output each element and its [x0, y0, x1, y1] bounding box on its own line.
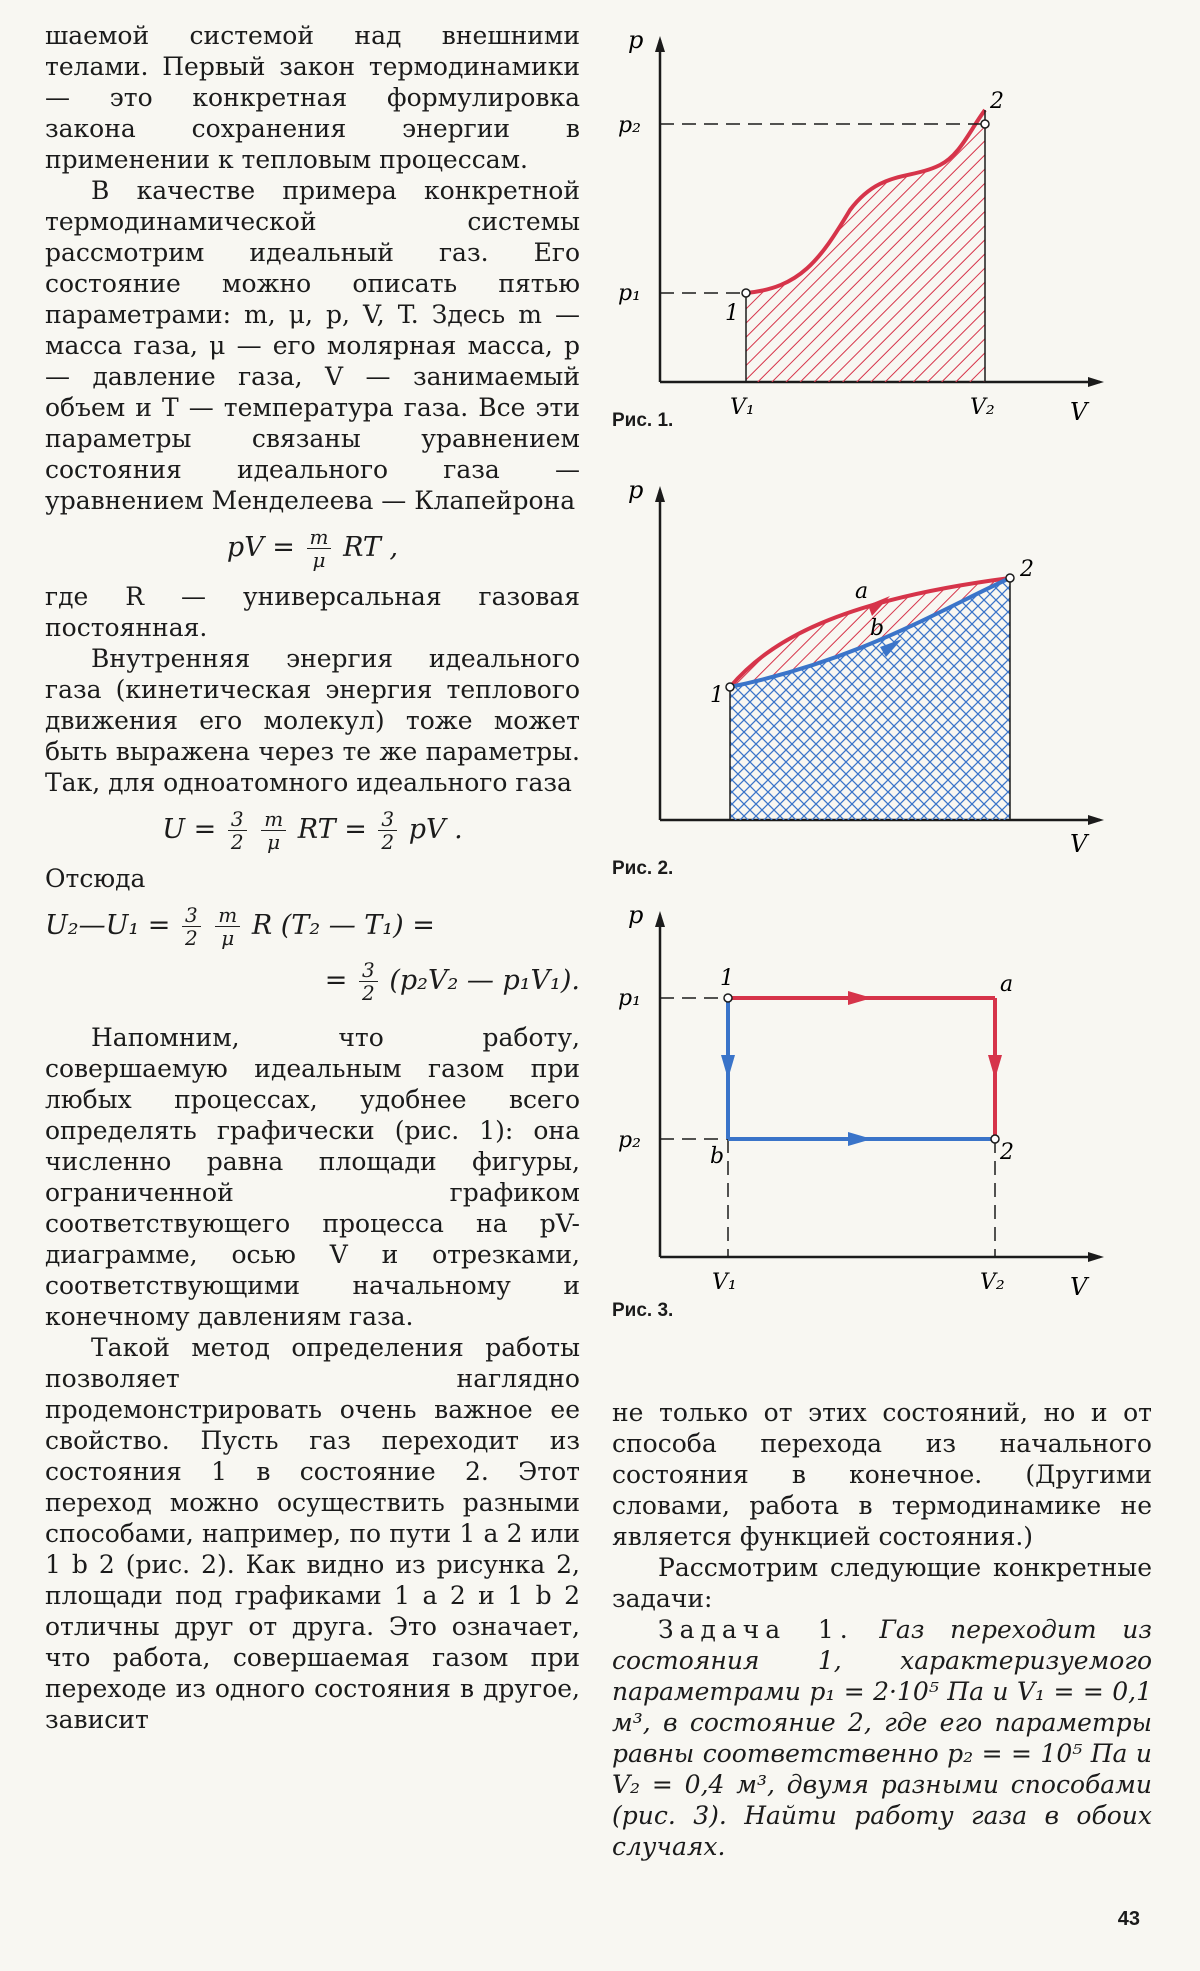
frac-den: μ — [312, 548, 326, 572]
paragraph: Внутренняя энергия идеального газа (кинетическая энергия теплового движения его молекул) тоже может быть выражена через те же параметры. Так, для одноатомного идеального газа — [45, 644, 580, 797]
eq-term: pV . — [408, 814, 463, 845]
point-label-1: 1 — [720, 966, 734, 991]
paragraph: В качестве примера конкретной термодинамической системы рассмотрим идеальный газ. Его состояние можно описать пятью параметрами: m, μ, p, V, T. Здесь m — масса газа, μ — его молярная масса, p — давление газа, V — занимаемый объем и T — температура газа. Все эти параметры связаны уравнением состояния идеального газа — уравнением Менделеева — Клапейрона — [45, 176, 580, 515]
fraction — [182, 904, 201, 949]
frac-num: 3 — [378, 808, 397, 831]
paragraph: Напомним, что работу, совершаемую идеальным газом при любых процессах, удобнее всего определять графически (рис. 1): она численно равна площади фигуры, ограниченной графиком соответствующего процесса на pV-диаграмме, осью V и отрезками, соответствующими начальному и конечному давлениям газа. — [45, 1023, 580, 1331]
tick-label-p2: p₂ — [618, 1128, 641, 1153]
figure-caption: Рис. 2. — [612, 858, 674, 879]
equation-internal-energy — [45, 808, 580, 853]
fraction — [261, 808, 286, 853]
tick-label-v2: V₂ — [980, 1270, 1005, 1295]
tick-label-p1: p₁ — [618, 281, 641, 306]
state-1-point — [724, 994, 732, 1002]
eq-term: U₂—U₁ = — [45, 910, 171, 941]
task-1 — [612, 1614, 1152, 1862]
frac-den: 2 — [381, 830, 395, 854]
x-axis-arrow-icon — [1088, 815, 1104, 825]
tick-label-v1: V₁ — [730, 395, 755, 420]
task-text: Газ переходит из состояния 1, характеризуемого параметрами p₁ = 2·10⁵ Па и V₁ = = 0,1 м³, в состояние 2, где его параметры равны соответственно p₂ = = 10⁵ Па и V₂ = 0,4 м³, двумя разными способами (рис. 3). Найти работу газа в обоих случаях. — [612, 1615, 1152, 1861]
frac-den: μ — [267, 830, 281, 854]
arrow-b-2-icon — [848, 1132, 872, 1146]
point-label-2: 2 — [1020, 557, 1034, 582]
axis-label-v: V — [1070, 398, 1088, 426]
left-column — [45, 20, 580, 1735]
work-area — [746, 110, 985, 382]
axis-label-p: p — [628, 905, 644, 929]
fraction — [378, 808, 397, 853]
paragraph: Рассмотрим следующие конкретные задачи: — [612, 1553, 1152, 1613]
equation-energy-difference-cont — [45, 959, 580, 1004]
fraction — [359, 959, 378, 1004]
page-number: 43 — [1117, 1908, 1140, 1930]
paragraph: не только от этих состояний, но и от способа перехода из начального состояния в конечное. (Другими словами, работа в термодинамике не является функцией состояния.) — [612, 1398, 1152, 1551]
state-1-point — [742, 289, 750, 297]
y-axis-arrow-icon — [655, 911, 665, 927]
point-label-2: 2 — [1000, 1140, 1014, 1165]
eq-term: pV = — [226, 532, 295, 563]
right-column — [612, 1397, 1152, 1862]
equation-energy-difference — [45, 904, 580, 949]
eq-term: (p₂V₂ — p₁V₁). — [389, 965, 580, 996]
eq-term: U = — [162, 814, 217, 845]
fraction — [307, 526, 332, 571]
point-label-2: 2 — [990, 89, 1004, 114]
arrow-a-2-icon — [988, 1055, 1002, 1079]
eq-term: R (T₂ — T₁) = — [251, 910, 435, 941]
frac-num: 3 — [182, 904, 201, 927]
figure-2 — [600, 480, 1120, 860]
state-2-point — [1006, 574, 1014, 582]
fraction — [228, 808, 247, 853]
figure-3 — [600, 905, 1120, 1305]
tick-label-p2: p₂ — [618, 113, 641, 138]
fraction — [215, 904, 240, 949]
eq-term: = — [324, 965, 348, 996]
point-label-b: b — [710, 1144, 725, 1169]
axis-label-p: p — [628, 480, 644, 504]
eq-term: RT , — [343, 532, 399, 563]
arrow-1-a-icon — [848, 991, 872, 1005]
x-axis-arrow-icon — [1088, 1252, 1104, 1262]
y-axis-arrow-icon — [655, 486, 665, 502]
arrow-1-b-icon — [721, 1055, 735, 1079]
path-label-a: a — [855, 579, 869, 604]
axis-label-v: V — [1070, 830, 1088, 858]
paragraph: Такой метод определения работы позволяет наглядно продемонстрировать очень важное ее свойство. Пусть газ переходит из состояния 1 в состояние 2. Этот переход можно осуществить разными способами, например, по пути 1 a 2 или 1 b 2 (рис. 2). Как видно из рисунка 2, площади под графиками 1 a 2 и 1 b 2 отличны друг от друга. Это означает, что работа, совершаемая газом при переходе из одного состояния в другое, зависит — [45, 1333, 580, 1734]
frac-num: m — [261, 808, 286, 831]
y-axis-arrow-icon — [655, 36, 665, 52]
frac-num: 3 — [228, 808, 247, 831]
axis-label-p: p — [628, 30, 644, 54]
tick-label-v1: V₁ — [712, 1270, 737, 1295]
axis-label-v: V — [1070, 1273, 1088, 1301]
tick-label-p1: p₁ — [618, 986, 641, 1011]
equation-mendeleev-clapeyron — [45, 526, 580, 571]
tick-label-v2: V₂ — [970, 395, 995, 420]
point-label-1: 1 — [710, 683, 724, 708]
paragraph: где R — универсальная газовая постоянная. — [45, 582, 580, 642]
figure-1 — [600, 30, 1120, 430]
state-2-point — [981, 120, 989, 128]
frac-num: m — [307, 526, 332, 549]
frac-num: m — [215, 904, 240, 927]
frac-num: 3 — [359, 959, 378, 982]
point-label-1: 1 — [725, 301, 739, 326]
state-1-point — [726, 683, 734, 691]
x-axis-arrow-icon — [1088, 377, 1104, 387]
paragraph: Отсюда — [45, 864, 146, 893]
frac-den: 2 — [230, 830, 244, 854]
paragraph: шаемой системой над внешними телами. Первый закон термодинамики — это конкретная формулировка закона сохранения энергии в применении к тепловым процессам. — [45, 21, 580, 174]
path-label-b: b — [870, 616, 885, 641]
figure-caption: Рис. 1. — [612, 410, 674, 431]
frac-den: μ — [221, 926, 235, 950]
task-label: Задача 1. — [658, 1615, 854, 1644]
eq-term: RT = — [297, 814, 367, 845]
point-label-a: a — [1000, 972, 1014, 997]
state-2-point — [991, 1135, 999, 1143]
frac-den: 2 — [361, 981, 375, 1005]
figure-caption: Рис. 3. — [612, 1300, 674, 1321]
frac-den: 2 — [184, 926, 198, 950]
